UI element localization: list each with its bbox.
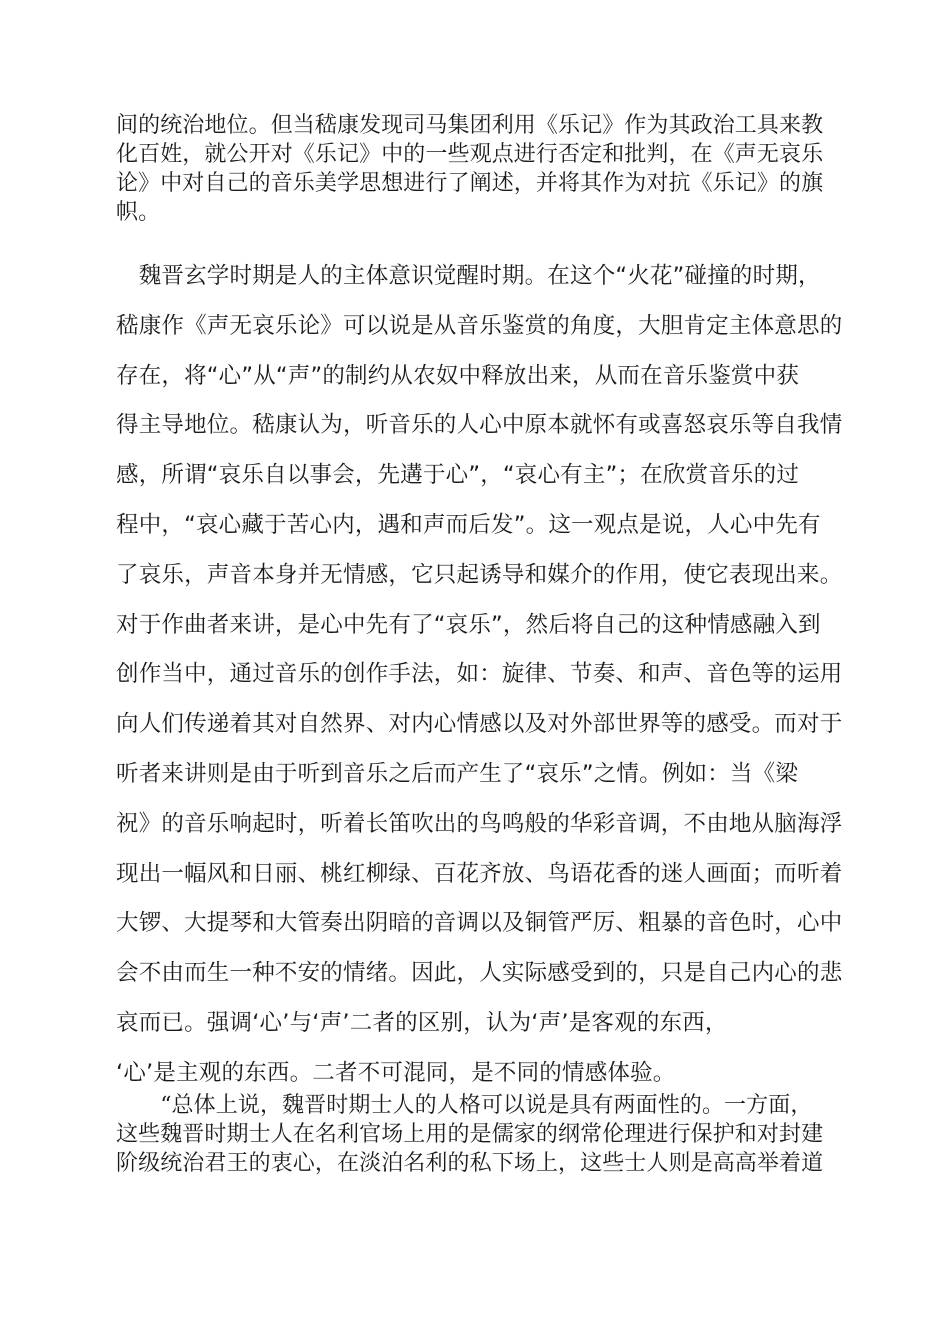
text-line: 创作当中，通过音乐的创作手法，如：旋律、节奏、和声、音色等的运用 — [116, 661, 843, 688]
paragraph-2 — [116, 252, 856, 1099]
paragraph-3 — [116, 1091, 856, 1178]
text-line: 存在，将“心”从“声”的制约从农奴中释放出来，从而在音乐鉴赏中获 — [116, 362, 800, 389]
text-line: 得主导地位。嵇康认为，听音乐的人心中原本就怀有或喜怒哀乐等自我情 — [116, 412, 843, 439]
text-line: 哀而已。强调‘心’与‘声’二者的区别，认为‘声’是客观的东西， — [116, 1009, 728, 1036]
text-line: 会不由而生一种不安的情绪。因此，人实际感受到的，只是自己内心的悲 — [116, 960, 843, 987]
text-line: 间的统治地位。但当嵇康发现司马集团利用《乐记》作为其政治工具来教 — [116, 113, 824, 138]
text-line: 程中，“哀心藏于苦心内，遇和声而后发”。这一观点是说，人心中先有 — [116, 511, 821, 538]
text-line: 对于作曲者来讲，是心中先有了“哀乐”，然后将自己的这种情感融入到 — [116, 611, 821, 638]
text-line: 魏晋玄学时期是人的主体意识觉醒时期。在这个“火花”碰撞的时期， — [116, 263, 821, 289]
text-line: 了哀乐，声音本身并无情感，它只起诱导和媒介的作用，使它表现出来。 — [116, 561, 843, 588]
text-line: 阶级统治君王的衷心，在淡泊名利的私下场上，这些士人则是高高举着道 — [116, 1151, 824, 1176]
text-line: 帜。 — [116, 200, 161, 225]
text-line: 嵇康作《声无哀乐论》可以说是从音乐鉴赏的角度，大胆肯定主体意思的 — [116, 312, 843, 339]
text-line: 化百姓，就公开对《乐记》中的一些观点进行否定和批判，在《声无哀乐 — [116, 142, 824, 167]
text-line: 这些魏晋时期士人在名利官场上用的是儒家的纲常伦理进行保护和对封建 — [116, 1122, 824, 1147]
text-line: 大锣、大提琴和大管奏出阴暗的音调以及铜管严厉、粗暴的音色时，心中 — [116, 910, 843, 937]
text-line: 向人们传递着其对自然界、对内心情感以及对外部世界等的感受。而对于 — [116, 711, 843, 738]
text-line: 祝》的音乐响起时，听着长笛吹出的鸟鸣般的华彩音调，不由地从脑海浮 — [116, 810, 843, 837]
paragraph-1 — [116, 111, 856, 227]
text-line: “总体上说，魏晋时期士人的人格可以说是具有两面性的。一方面， — [116, 1093, 813, 1118]
text-line: 现出一幅风和日丽、桃红柳绿、百花齐放、鸟语花香的迷人画面；而听着 — [116, 860, 843, 887]
text-line: 感，所谓“哀乐自以事会，先遘于心”，“哀心有主”；在欣赏音乐的过 — [116, 462, 800, 489]
text-line: 论》中对自己的音乐美学思想进行了阐述，并将其作为对抗《乐记》的旗 — [116, 171, 824, 196]
text-line: ‘心’是主观的东西。二者不可混同，是不同的情感体验。 — [116, 1059, 676, 1086]
text-line: 听者来讲则是由于听到音乐之后而产生了“哀乐”之情。例如：当《梁 — [116, 760, 799, 787]
